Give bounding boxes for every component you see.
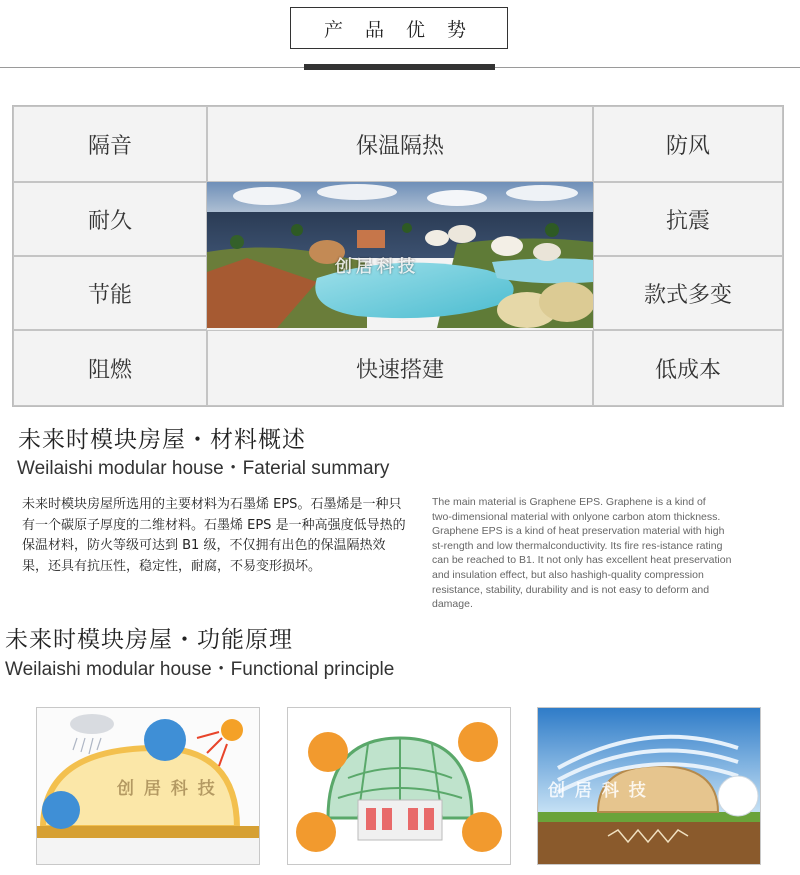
feature-flame-retardant: 阻燃 xyxy=(13,330,207,406)
materials-title: 未来时模块房屋・材料概述 xyxy=(18,427,306,453)
feature-energy-saving: 节能 xyxy=(13,256,207,330)
watermark-text: 创 居 科 技 xyxy=(548,781,648,801)
feature-insulation: 保温隔热 xyxy=(207,106,593,182)
diagram-heat-insulation xyxy=(36,707,260,865)
title-underline-bar xyxy=(304,64,495,70)
feature-low-cost: 低成本 xyxy=(593,330,783,406)
feature-grid xyxy=(12,105,784,407)
function-title: 未来时模块房屋・功能原理 xyxy=(5,627,293,653)
materials-subtitle: Weilaishi modular house・Faterial summary xyxy=(17,458,390,479)
feature-fast-build: 快速搭建 xyxy=(207,330,593,406)
watermark-text: 创 居 科 技 xyxy=(117,779,217,799)
resort-render-image xyxy=(207,182,593,328)
feature-varied-styles: 款式多变 xyxy=(593,256,783,330)
diagram-dome-structure xyxy=(287,707,511,865)
feature-windproof: 防风 xyxy=(593,106,783,182)
section-title: 产 品 优 势 xyxy=(290,7,508,49)
materials-text-en: The main material is Graphene EPS. Graphene is a kind of two-dimensional material with onlyone carbon atom thickness. Graphene EPS is a kind of heat preservation material with high st-rength and low thermalconductivity. Its fire res-istance rating can be reached to B1. It not only has excellent heat preservation and insulation effect, but also hashigh-quality compression resistance, stability, durability and is not easy to deform and damage. xyxy=(432,496,732,611)
feature-seismic: 抗震 xyxy=(593,182,783,256)
function-subtitle: Weilaishi modular house・Functional principle xyxy=(5,659,395,680)
feature-durable: 耐久 xyxy=(13,182,207,256)
watermark-text: 创居科技 xyxy=(335,257,419,277)
feature-soundproof: 隔音 xyxy=(13,106,207,182)
materials-text-cn: 未来时模块房屋所选用的主要材料为石墨烯 EPS。石墨烯是一种只有一个碳原子厚度的二维材料。石墨烯 EPS 是一种高强度低导热的保温材料，防火等级可达到 B1 级，不仅拥有出色的保温隔热效果，还具有抗压性，稳定性，耐腐，不易变形损坏。 xyxy=(22,497,406,574)
diagram-wind-resistance xyxy=(537,707,761,865)
